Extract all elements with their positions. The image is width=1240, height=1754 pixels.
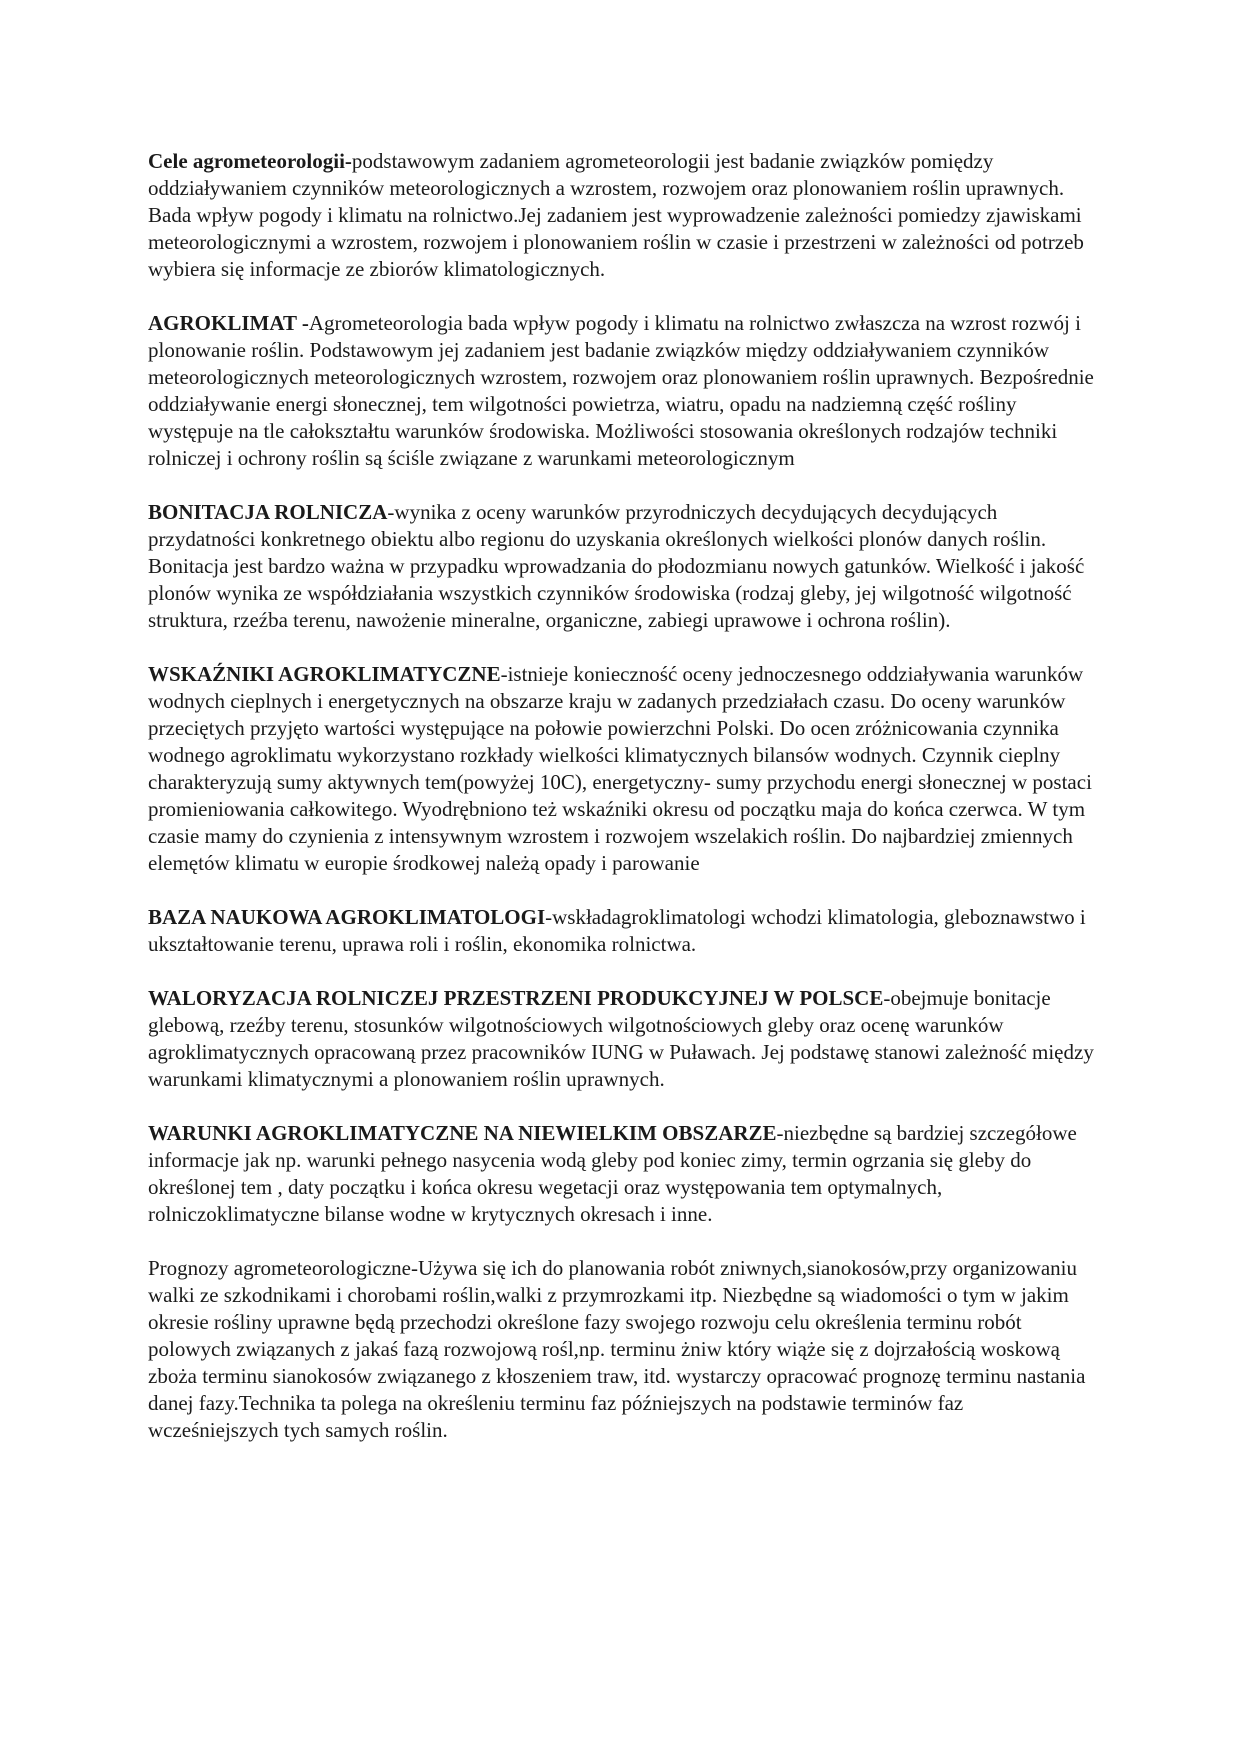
paragraph-agroklimat [148,310,1098,472]
paragraph-waloryzacja [148,985,1098,1093]
paragraph-bonitacja-rolnicza [148,499,1098,634]
paragraph-heading: WSKAŹNIKI AGROKLIMATYCZNE [148,662,501,686]
paragraph-heading: AGROKLIMAT - [148,311,309,335]
paragraph-heading: BAZA NAUKOWA AGROKLIMATOLOGI [148,905,546,929]
paragraph-text: -wskładagroklimatologi wchodzi klimatologia, gleboznawstwo i ukształtowanie terenu, uprawa roli i roślin, ekonomika rolnictwa. [148,905,1086,956]
paragraph-heading: Cele agrometeorologii- [148,149,352,173]
paragraph-text: Prognozy agrometeorologiczne-Używa się ich do planowania robót zniwnych,sianokosów,przy organizowaniu walki ze szkodnikami i chorobami roślin,walki z przymrozkami itp. Niezbędne są wiadomości o tym w jakim okresie rośliny uprawne będą przechodzi określone fazy swojego rozwoju celu określenia terminu robót polowych związanych z jakaś fazą rozwojową rośl,np. terminu żniw który wiąże się z dojrzałością woskową zboża terminu sianokosów związanego z kłoszeniem traw, itd. wystarczy opracować prognozę terminu nastania danej fazy.Technika ta polega na określeniu terminu faz późniejszych na podstawie terminów faz wcześniejszych tych samych roślin. [148,1256,1086,1442]
paragraph-prognozy [148,1255,1098,1444]
paragraph-warunki-agroklimatyczne [148,1120,1098,1228]
paragraph-text: -obejmuje bonitacje glebową, rzeźby terenu, stosunków wilgotnościowych wilgotnościowych gleby oraz ocenę warunków agroklimatycznych opracowaną przez pracowników IUNG w Puławach. Jej podstawę stanowi zależność między warunkami klimatycznymi a plonowaniem roślin uprawnych. [148,986,1094,1091]
paragraph-text: -wynika z oceny warunków przyrodniczych decydujących decydujących przydatności konkretnego obiektu albo regionu do uzyskania określonych wielkości plonów danych roślin. Bonitacja jest bardzo ważna w przypadku wprowadzania do płodozmianu nowych gatunków. Wielkość i jakość plonów wynika ze współdziałania wszystkich czynników środowiska (rodzaj gleby, jej wilgotność wilgotność struktura, rzeźba terenu, nawożenie mineralne, organiczne, zabiegi uprawowe i ochrona roślin). [148,500,1085,632]
paragraph-text: Agrometeorologia bada wpływ pogody i klimatu na rolnictwo zwłaszcza na wzrost rozwój i plonowanie roślin. Podstawowym jej zadaniem jest badanie związków między oddziaływaniem czynników meteorologicznych meteorologicznych wzrostem, rozwojem oraz plonowaniem roślin uprawnych. Bezpośrednie oddziaływanie energi słonecznej, tem wilgotności powietrza, wiatru, opadu na nadziemną część rośliny występuje na tle całokształtu warunków środowiska. Możliwości stosowania określonych rodzajów techniki rolniczej i ochrony roślin są ściśle związane z warunkami meteorologicznym [148,311,1094,470]
paragraph-heading: WALORYZACJA ROLNICZEJ PRZESTRZENI PRODUKCYJNEJ W POLSCE [148,986,884,1010]
paragraph-wskazniki-agroklimatyczne [148,661,1098,877]
paragraph-text: podstawowym zadaniem agrometeorologii jest badanie związków pomiędzy oddziaływaniem czynników meteorologicznych a wzrostem, rozwojem oraz plonowaniem roślin uprawnych. Bada wpływ pogody i klimatu na rolnictwo.Jej zadaniem jest wyprowadzenie zależności pomiedzy zjawiskami meteorologicznymi a wzrostem, rozwojem i plonowaniem roślin w czasie i przestrzeni w zależności od potrzeb wybiera się informacje ze zbiorów klimatologicznych. [148,149,1084,281]
paragraph-text: -istnieje konieczność oceny jednoczesnego oddziaływania warunków wodnych cieplnych i energetycznych na obszarze kraju w zadanych przedziałach czasu. Do oceny warunków przeciętych przyjęto wartości występujące na połowie powierzchni Polski. Do ocen zróżnicowania czynnika wodnego agroklimatu wykorzystano rozkłady wielkości klimatycznych bilansów wodnych. Czynnik cieplny charakteryzują sumy aktywnych tem(powyżej 10C), energetyczny- sumy przychodu energi słonecznej w postaci promieniowania całkowitego. Wyodrębniono też wskaźniki okresu od początku maja do końca czerwca. W tym czasie mamy do czynienia z intensywnym wzrostem i rozwojem wszelakich roślin. Do najbardziej zmiennych elemętów klimatu w europie środkowej należą opady i parowanie [148,662,1092,875]
paragraph-text: -niezbędne są bardziej szczegółowe informacje jak np. warunki pełnego nasycenia wodą gleby pod koniec zimy, termin ogrzania się gleby do określonej tem , daty początku i końca okresu wegetacji oraz występowania tem optymalnych, rolniczoklimatyczne bilanse wodne w krytycznych okresach i inne. [148,1121,1077,1226]
paragraph-heading: BONITACJA ROLNICZA [148,500,388,524]
paragraph-heading: WARUNKI AGROKLIMATYCZNE NA NIEWIELKIM OBSZARZE [148,1121,777,1145]
paragraph-cele-agrometeorologii [148,148,1098,283]
document-page [148,148,1098,1471]
paragraph-baza-naukowa [148,904,1098,958]
